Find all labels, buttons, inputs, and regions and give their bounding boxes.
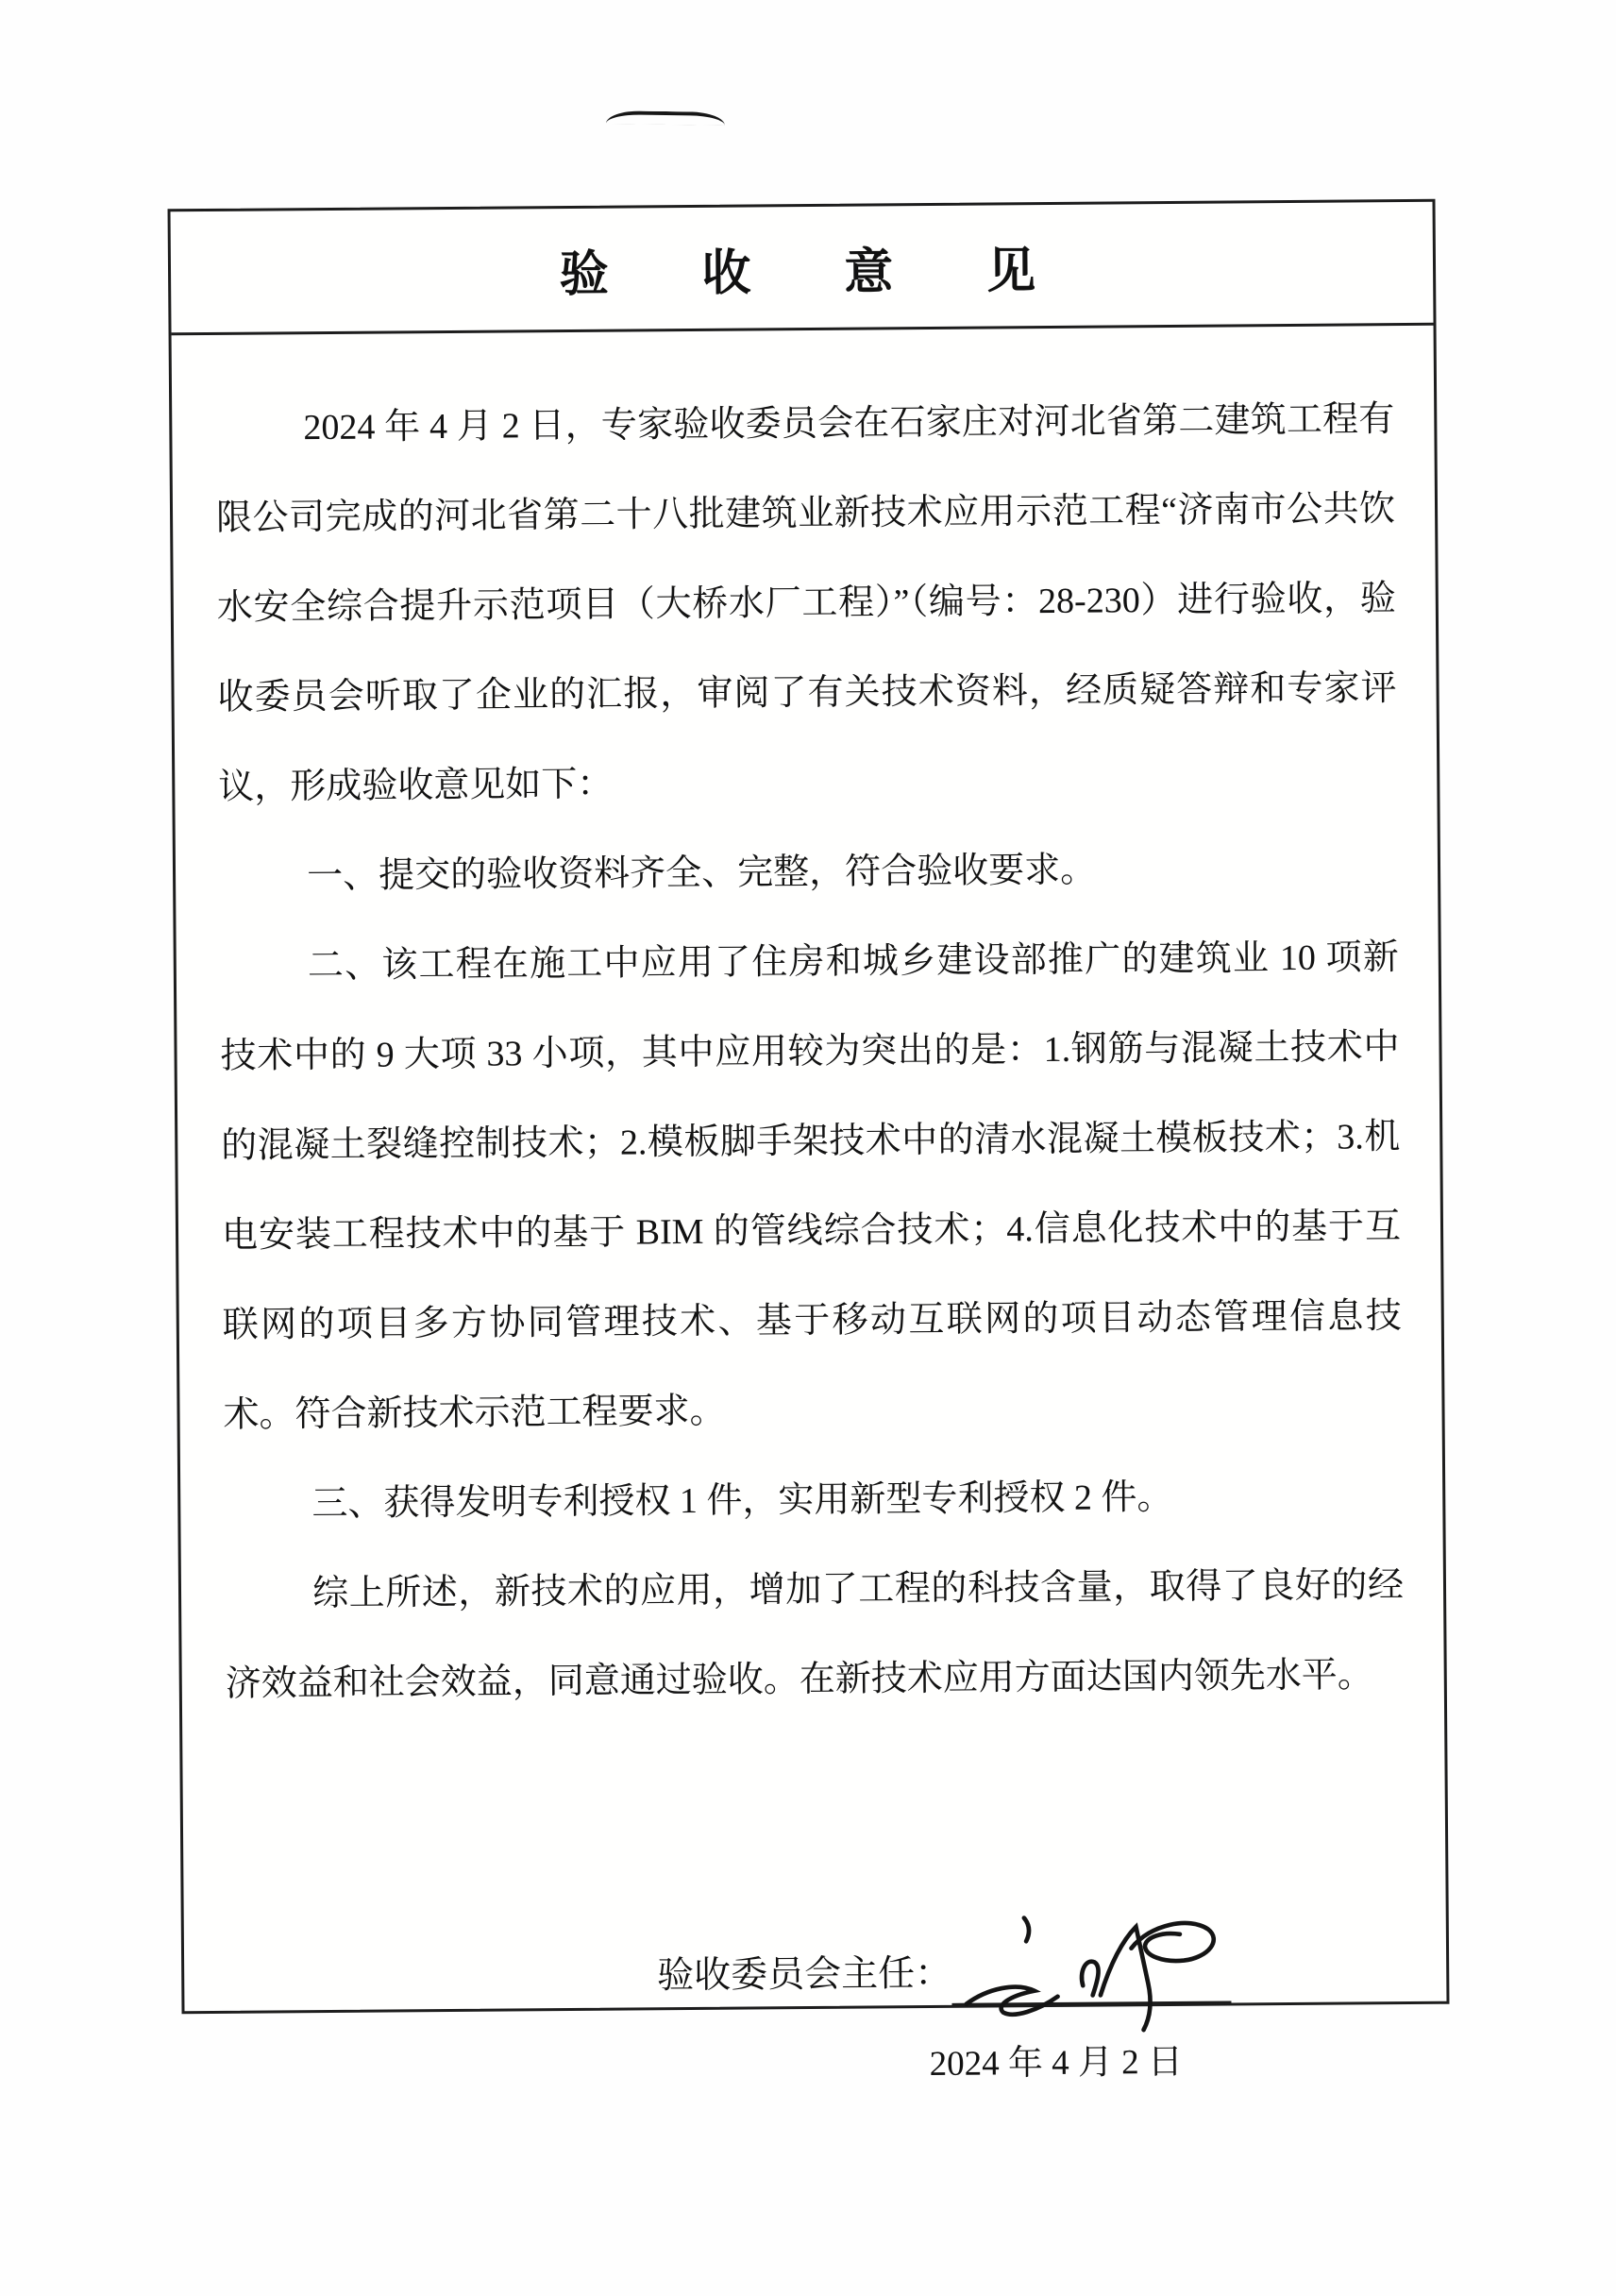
signature-date: 2024 年 4 月 2 日 (929, 2042, 1184, 2084)
signature-row (227, 1945, 1406, 2011)
paragraph-item-2: 二、该工程在施工中应用了住房和城乡建设部推广的建筑业 10 项新技术中的 9 大项 33 小项，其中应用较为突出的是：1.钢筋与混凝土技术中的混凝土裂缝控制技术；2.模板脚手架技术中的清水混凝土模板技术；3.机电安装工程技术中的基于 BIM 的管线综合技术；4.信息化技术中的基于互联网的项目多方协同管理技术、基于移动互联网的项目动态管理信息技术。符合新技术示范工程要求。 (220, 937, 1402, 1435)
handwritten-signature (938, 1906, 1232, 2034)
scan-artifact-mark (606, 110, 725, 126)
paragraph-conclusion: 综上所述，新技术的应用，增加了工程的科技含量，取得了良好的经济效益和社会效益，同意通过验收。在新技术应用方面达国内领先水平。 (225, 1565, 1405, 1704)
paragraph-item-3: 三、获得发明专利授权 1 件，实用新型专利授权 2 件。 (311, 1477, 1173, 1525)
signature-label: 验收委员会主任： (657, 1952, 952, 1997)
signature-area (227, 1945, 1407, 2114)
page-title: 验 收 意 见 (559, 244, 1045, 302)
paragraph-item-1: 一、提交的验收资料齐全、完整，符合验收要求。 (306, 850, 1097, 897)
paragraph-intro: 2024 年 4 月 2 日，专家验收委员会在石家庄对河北省第二建筑工程有限公司完成的河北省第二十八批建筑业新技术应用示范工程“济南市公共饮水安全综合提升示范项目（大桥水厂工程）”（编号：28-230）进行验收，验收委员会听取了企业的汇报，审阅了有关技术资料，经质疑答辩和专家评议，形成验收意见如下： (215, 399, 1397, 807)
opinion-body-cell (172, 326, 1448, 2115)
acceptance-opinion-table (168, 199, 1450, 2084)
title-row (171, 202, 1434, 335)
signature-line (951, 1990, 1231, 2005)
